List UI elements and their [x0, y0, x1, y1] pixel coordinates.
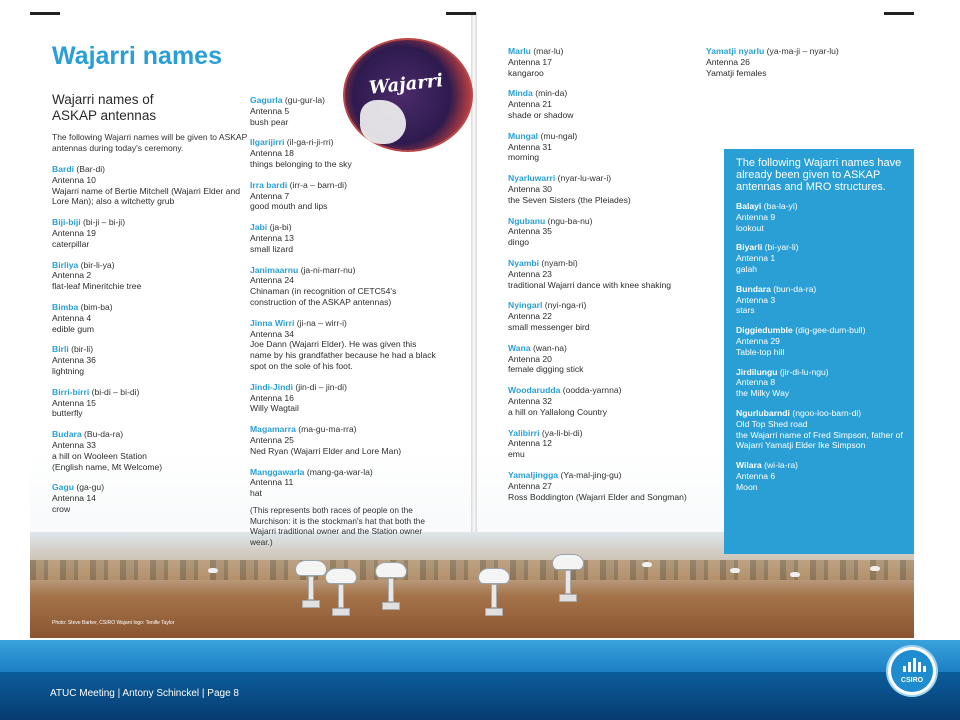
entry-detail: Antenna 5 [250, 105, 290, 116]
pronunciation: (wan-na) [530, 342, 567, 353]
wajarri-name: Wilara [736, 460, 762, 471]
section-subtitle: Wajarri names of ASKAP antennas [52, 92, 157, 123]
entry-detail: Antenna 22 [508, 311, 552, 322]
entry-heading [52, 164, 252, 175]
names-column-2 [250, 95, 440, 509]
wajarri-name: Bimba [52, 301, 79, 312]
wajarri-name: Biji-biji [52, 217, 81, 228]
pronunciation: (oodda-yarnna) [560, 385, 622, 396]
hat-note: (This represents both races of people on the Murchison: it is the stockman's hat that both the Wajarri traditional owner and the Station owner wear.) [250, 505, 425, 547]
pronunciation: (nyam-bi) [539, 257, 578, 268]
entry-detail: lightning [52, 365, 85, 376]
entry-detail: Antenna 9 [736, 211, 776, 222]
wajarri-name: Jinna Wirri [250, 317, 295, 328]
pronunciation: (min-da) [532, 88, 568, 99]
entry-detail: edible gum [52, 323, 95, 334]
entry-detail: small messenger bird [508, 321, 590, 332]
pronunciation: (Bar-di) [73, 164, 106, 174]
entry-detail: Antenna 17 [508, 56, 552, 67]
entry-detail: galah [736, 263, 758, 274]
csiro-label: CSIRO [900, 677, 924, 684]
pronunciation: (ngoo-loo-barn-di) [789, 407, 862, 418]
distant-antenna [208, 568, 218, 573]
entry-heading [736, 325, 914, 336]
pronunciation: (il-ga-ri-ji-rri) [284, 137, 334, 148]
entry-detail: Antenna 15 [52, 397, 96, 408]
name-entry [508, 216, 708, 248]
name-entry [250, 318, 440, 372]
entry-detail: Antenna 8 [736, 377, 776, 388]
names-column-4 [706, 46, 906, 88]
pronunciation: (ja-bi) [267, 222, 292, 233]
entry-detail: (English name, Mt Welcome) [52, 461, 163, 472]
entry-heading [52, 302, 252, 313]
entry-detail: dingo [508, 237, 530, 248]
entry-detail: Antenna 23 [508, 268, 552, 279]
entry-detail: Old Top Shed road [736, 418, 808, 429]
pronunciation: (jir-di-lu-ngu) [777, 366, 829, 377]
wajarri-name: Marlu [508, 46, 531, 56]
pronunciation: (ga-gu) [73, 482, 105, 493]
entry-detail: stars [736, 305, 755, 316]
pronunciation: (bir-li) [68, 344, 94, 355]
wajarri-name: Biyarli [736, 242, 763, 253]
entry-heading [250, 137, 440, 148]
pronunciation: (ba-la-yi) [761, 201, 798, 211]
pronunciation: (bi-yar-li) [762, 242, 799, 253]
pronunciation: (ya-li-bi-di) [539, 427, 583, 438]
entry-heading [508, 258, 708, 269]
name-entry [736, 408, 914, 451]
entry-detail: Ned Ryan (Wajarri Elder and Lore Man) [250, 445, 402, 456]
csiro-logo [888, 647, 936, 695]
entry-heading [508, 300, 708, 311]
existing-names-list [736, 201, 914, 493]
entry-heading [508, 428, 708, 439]
name-entry [508, 46, 708, 78]
name-entry [250, 467, 440, 499]
entry-detail: a hill on Yallalong Country [508, 406, 608, 417]
entry-heading [250, 424, 440, 435]
entry-detail: Antenna 21 [508, 99, 552, 110]
entry-detail: lookout [736, 222, 764, 233]
entry-heading [52, 217, 252, 228]
distant-antenna [790, 572, 800, 577]
pronunciation: (ji-na – wirr-i) [294, 317, 347, 328]
wajarri-name: Gagurla [250, 95, 283, 105]
name-entry [250, 95, 440, 127]
entry-detail: Antenna 7 [250, 190, 290, 201]
distant-antenna [730, 568, 740, 573]
wajarri-name: Budara [52, 429, 82, 440]
entry-heading [706, 46, 906, 57]
name-entry [508, 88, 708, 120]
entry-heading [508, 385, 708, 396]
entry-heading [736, 367, 914, 378]
entry-detail: Antenna 10 [52, 174, 96, 185]
pronunciation: (jin-di – jin-di) [292, 381, 347, 392]
entry-heading [736, 408, 914, 419]
name-entry [508, 300, 708, 332]
entry-heading [736, 460, 914, 471]
entry-heading [508, 173, 708, 184]
pronunciation: (nyar-lu-war-i) [555, 173, 612, 184]
pronunciation: (gu-gur-la) [282, 95, 325, 105]
pronunciation: (ja-ni-marr-nu) [298, 264, 356, 275]
name-entry [736, 367, 914, 399]
wajarri-name: Bundara [736, 283, 771, 294]
brochure-spread [30, 12, 914, 638]
entry-detail: Antenna 11 [250, 477, 294, 488]
name-entry [508, 385, 708, 417]
antenna-dish [325, 568, 357, 616]
entry-detail: kangaroo [508, 67, 544, 78]
entry-detail: Willy Wagtail [250, 403, 299, 414]
name-entry [508, 258, 708, 290]
intro-text: The following Wajarri names will be given to ASKAP antennas during today's ceremony. [52, 132, 248, 153]
wajarri-name: Diggiedumble [736, 325, 793, 336]
pronunciation: (bim-ba) [78, 301, 113, 312]
name-entry [52, 302, 252, 334]
entry-detail: Antenna 29 [736, 335, 780, 346]
wajarri-name: Janimaarnu [250, 264, 299, 275]
entry-heading [250, 467, 440, 478]
entry-heading [508, 470, 708, 481]
pronunciation: (nyi-nga-ri) [542, 300, 587, 311]
entry-heading [52, 429, 252, 440]
entry-detail: Antenna 20 [508, 353, 552, 364]
entry-detail: small lizard [250, 243, 293, 254]
name-entry [250, 222, 440, 254]
entry-heading [736, 284, 914, 295]
entry-detail: flat-leaf Mineritchie tree [52, 281, 142, 292]
entry-detail: Antenna 34 [250, 328, 294, 339]
entry-detail: shade or shadow [508, 109, 574, 120]
entry-detail: Moon [736, 481, 758, 492]
entry-detail: Antenna 4 [52, 312, 92, 323]
crop-mark [30, 12, 60, 15]
names-column-1 [52, 164, 252, 525]
entry-detail: Antenna 25 [250, 434, 294, 445]
csiro-bars-icon [903, 658, 925, 672]
pronunciation: (mar-lu) [530, 46, 564, 56]
entry-detail: things belonging to the sky [250, 158, 352, 169]
entry-detail: Antenna 19 [52, 227, 96, 238]
page-title: Wajarri names [52, 42, 222, 70]
wajarri-name: Yalibirri [508, 427, 540, 438]
antenna-dish [552, 554, 584, 602]
existing-names-panel [724, 149, 914, 554]
entry-detail: Antenna 12 [508, 438, 552, 449]
entry-heading [508, 343, 708, 354]
entry-detail: Joe Dann (Wajarri Elder). He was given this name by his grandfather because he had a black spot on the sole of his foot. [250, 339, 436, 371]
name-entry [508, 428, 708, 460]
wajarri-name: Birli [52, 344, 69, 355]
entry-heading [52, 387, 252, 398]
entry-detail: Antenna 18 [250, 148, 294, 159]
antenna-dish [375, 562, 407, 610]
entry-heading [508, 46, 708, 57]
wajarri-name: Minda [508, 88, 533, 99]
entry-detail: Antenna 33 [52, 439, 96, 450]
footer-highlight [0, 640, 960, 672]
entry-detail: Antenna 36 [52, 355, 96, 366]
name-entry [250, 137, 440, 169]
name-entry [52, 482, 252, 514]
entry-detail: female digging stick [508, 364, 584, 375]
entry-heading [508, 131, 708, 142]
name-entry [250, 424, 440, 456]
entry-detail: the Wajarri name of Fred Simpson, father of Wajarri Yamatji Elder Ike Simpson [736, 429, 903, 451]
entry-detail: Antenna 35 [508, 226, 552, 237]
entry-detail: traditional Wajarri dance with knee shaking [508, 279, 672, 290]
name-entry [736, 284, 914, 316]
wajarri-name: Mungal [508, 130, 539, 141]
wajarri-name: Ngurlubarndi [736, 407, 790, 418]
entry-heading [250, 180, 440, 191]
entry-detail: hat [250, 488, 262, 499]
pronunciation: (ya-ma-ji – nyar-lu) [764, 46, 839, 56]
name-entry [508, 343, 708, 375]
entry-detail: Antenna 24 [250, 275, 294, 286]
name-entry [250, 382, 440, 414]
crop-mark [884, 12, 914, 15]
entry-heading [52, 260, 252, 271]
name-entry [250, 180, 440, 212]
antenna-dish [295, 560, 327, 608]
wajarri-name: Yamatji nyarlu [706, 46, 765, 56]
entry-detail: morning [508, 152, 540, 163]
entry-detail: Antenna 14 [52, 493, 96, 504]
entry-heading [250, 95, 440, 106]
entry-heading [250, 382, 440, 393]
name-entry [508, 131, 708, 163]
entry-detail: Antenna 1 [736, 253, 776, 264]
wajarri-name: Wana [508, 342, 531, 353]
name-entry [508, 173, 708, 205]
wajarri-name: Irra bardi [250, 179, 288, 190]
entry-detail: Antenna 26 [706, 56, 750, 67]
entry-heading [52, 482, 252, 493]
wajarri-name: Birri-birri [52, 386, 90, 397]
photo-credit: Photo: Steve Barker, CSIRO Wajarri logo: Tenille Taylor [52, 620, 175, 626]
entry-detail: Antenna 32 [508, 395, 552, 406]
wajarri-name: Birliya [52, 259, 79, 270]
entry-detail: bush pear [250, 116, 289, 127]
entry-detail: Ross Boddington (Wajarri Elder and Songman) [508, 491, 687, 502]
name-entry [706, 46, 906, 78]
pronunciation: (mu-ngal) [538, 130, 578, 141]
wajarri-name: Nyingarl [508, 300, 543, 311]
entry-heading [508, 216, 708, 227]
wajarri-name: Yamaljingga [508, 469, 559, 480]
entry-detail: caterpillar [52, 238, 90, 249]
entry-heading [250, 318, 440, 329]
distant-antenna [642, 562, 652, 567]
wajarri-name: Nyarluwarri [508, 173, 556, 184]
pronunciation: (Bu-da-ra) [81, 429, 124, 440]
wajarri-name: Ngubanu [508, 215, 546, 226]
name-entry [736, 201, 914, 233]
entry-detail: Chinaman (in recognition of CETC54's construction of the ASKAP antennas) [250, 286, 397, 307]
crop-mark [446, 12, 476, 15]
wajarri-name: Balayi [736, 201, 762, 211]
pronunciation: (mang-ga-war-la) [304, 466, 373, 477]
name-entry [52, 164, 252, 207]
name-entry [52, 260, 252, 292]
panel-heading: The following Wajarri names have already been given to ASKAP antennas and MRO structures. [736, 157, 902, 193]
pronunciation: (ma-gu-ma-rra) [295, 424, 357, 435]
pronunciation: (wi-la-ra) [761, 460, 798, 471]
entry-detail: a hill on Wooleen Station [52, 450, 147, 461]
entry-detail: crow [52, 503, 71, 514]
pronunciation: (bir-li-ya) [78, 259, 115, 270]
name-entry [736, 325, 914, 357]
wajarri-name: Woodarudda [508, 385, 561, 396]
entry-detail: Antenna 16 [250, 392, 294, 403]
landscape-bushes [30, 560, 914, 580]
entry-detail: Antenna 3 [736, 294, 776, 305]
entry-heading [508, 88, 708, 99]
name-entry [250, 265, 440, 308]
names-column-3 [508, 46, 708, 512]
name-entry [736, 460, 914, 492]
name-entry [52, 217, 252, 249]
name-entry [52, 344, 252, 376]
distant-antenna [870, 566, 880, 571]
name-entry [52, 387, 252, 419]
wajarri-name: Bardi [52, 164, 74, 174]
wajarri-name: Magamarra [250, 424, 296, 435]
entry-detail: good mouth and lips [250, 201, 328, 212]
entry-detail: Antenna 27 [508, 480, 552, 491]
entry-detail: Yamatji females [706, 67, 767, 78]
wajarri-name: Ilgarijirri [250, 137, 285, 148]
name-entry [508, 470, 708, 502]
pronunciation: (bun-da-ra) [770, 283, 817, 294]
antenna-dish [478, 568, 510, 616]
wajarri-name: Nyambi [508, 257, 540, 268]
name-entry [52, 429, 252, 472]
entry-heading [250, 222, 440, 233]
wajarri-name: Jabi [250, 222, 268, 233]
entry-detail: Antenna 31 [508, 141, 552, 152]
pronunciation: (irr-a – barn-di) [287, 179, 347, 190]
pronunciation: (Ya-mal-jing-gu) [558, 469, 622, 480]
pronunciation: (bi-ji – bi-ji) [80, 217, 126, 228]
entry-detail: Wajarri name of Bertie Mitchell (Wajarri Elder and Lore Man); also a witchetty grub [52, 185, 241, 207]
entry-detail: Antenna 6 [736, 470, 776, 481]
name-entry [736, 242, 914, 274]
entry-detail: emu [508, 449, 525, 460]
entry-detail: the Seven Sisters (the Pleiades) [508, 194, 631, 205]
entry-heading [736, 242, 914, 253]
entry-detail: Antenna 30 [508, 183, 552, 194]
wajarri-name: Gagu [52, 482, 74, 493]
entry-detail: Table-top hill [736, 346, 785, 357]
pronunciation: (ngu-ba-nu) [545, 215, 593, 226]
wajarri-logo-text: Wajarri [367, 70, 445, 99]
entry-detail: the Milky Way [736, 388, 790, 399]
entry-heading [52, 344, 252, 355]
entry-detail: Antenna 13 [250, 232, 294, 243]
entry-heading [250, 265, 440, 276]
wajarri-name: Manggawarla [250, 466, 305, 477]
entry-detail: Antenna 2 [52, 270, 92, 281]
pronunciation: (dig-gee-dum-bull) [792, 325, 866, 336]
wajarri-name: Jirdilungu [736, 366, 778, 377]
pronunciation: (bi-di – bi-di) [89, 386, 140, 397]
footer-text: ATUC Meeting | Antony Schinckel | Page 8 [50, 688, 239, 699]
entry-detail: butterfly [52, 408, 83, 419]
entry-heading [736, 201, 914, 212]
wajarri-name: Jindi-Jindi [250, 381, 293, 392]
